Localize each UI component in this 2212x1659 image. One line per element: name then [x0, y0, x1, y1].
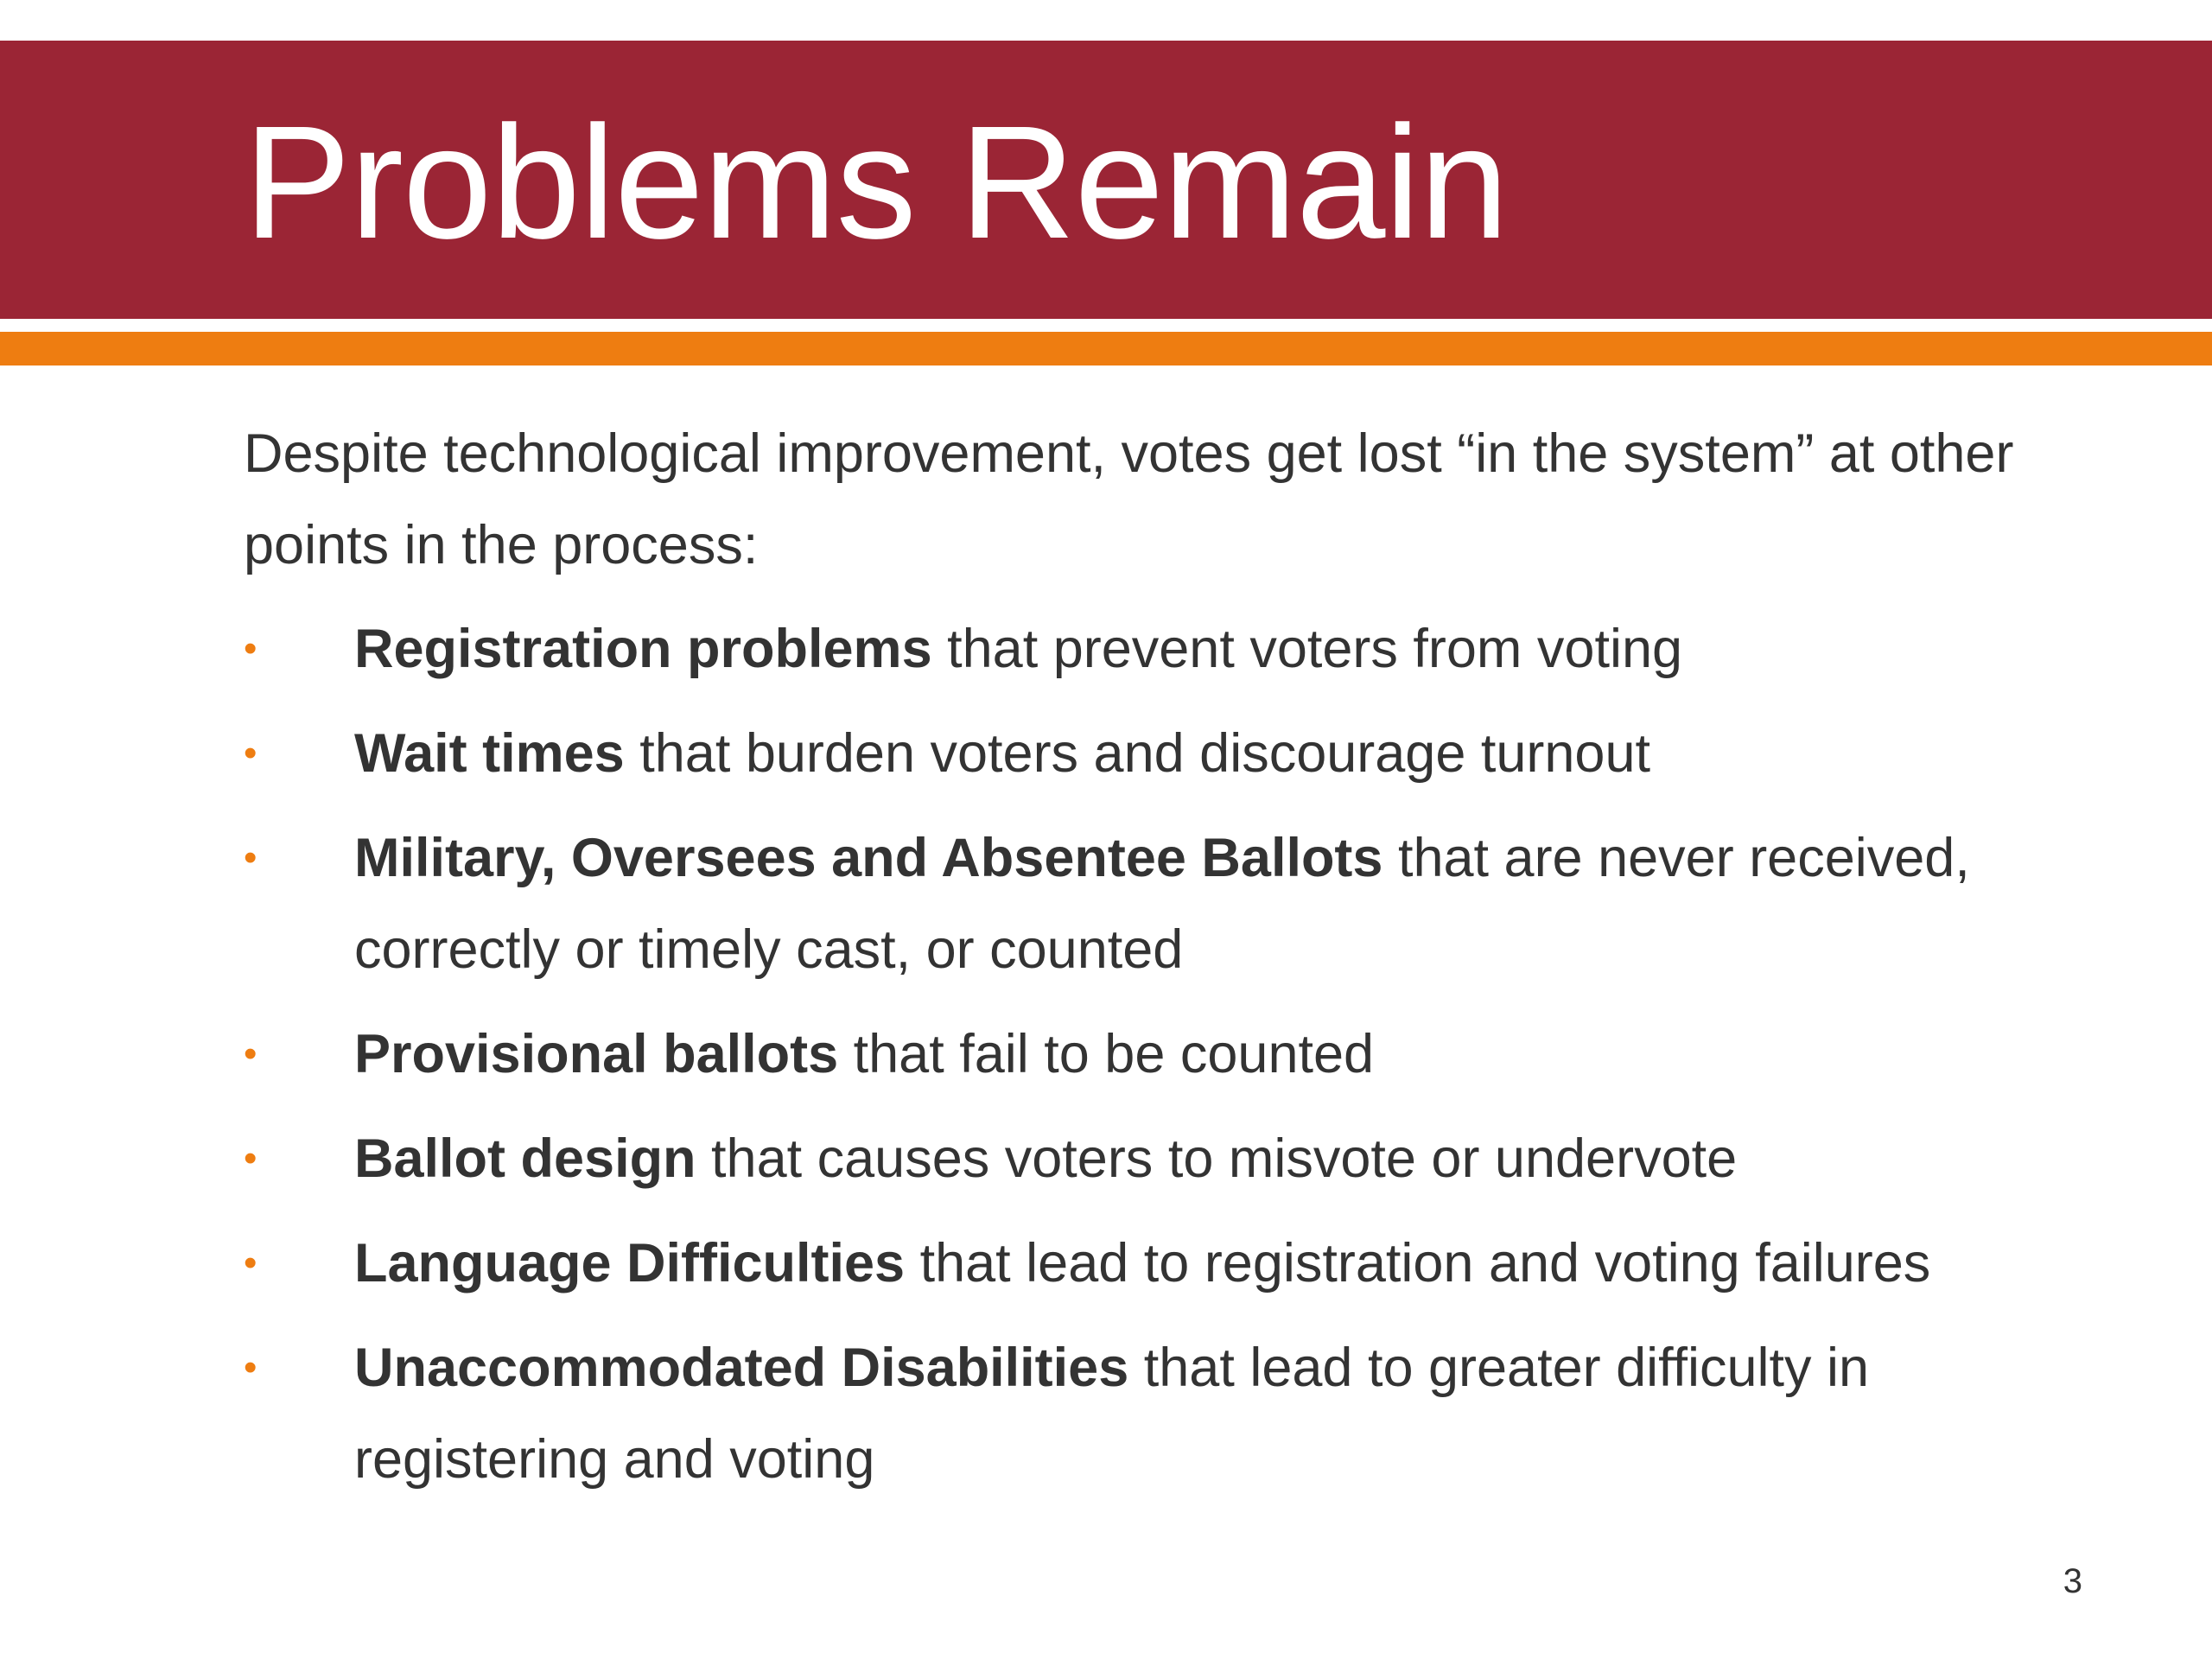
bullet-list	[244, 603, 2067, 1505]
bullet-heading: Registration problems	[354, 619, 932, 679]
page-number: 3	[2063, 1562, 2082, 1600]
bullet-item	[244, 1217, 2067, 1309]
accent-band	[0, 332, 2212, 365]
bullet-heading: Unaccommodated Disabilities	[354, 1338, 1129, 1398]
bullet-text: that fail to be counted	[838, 1024, 1375, 1084]
bullet-text: that lead to registration and voting failures	[905, 1233, 1931, 1294]
bullet-icon: •	[244, 1242, 257, 1284]
bullet-text: that burden voters and discourage turnout	[624, 723, 1651, 784]
bullet-icon: •	[244, 732, 257, 774]
bullet-heading: Military, Oversees and Absentee Ballots	[354, 828, 1383, 888]
bullet-heading: Ballot design	[354, 1128, 696, 1189]
bullet-item	[244, 1113, 2067, 1205]
bullet-item	[244, 708, 2067, 799]
bullet-icon: •	[244, 1137, 257, 1179]
bullet-heading: Wait times	[354, 723, 625, 784]
bullet-text: that lead to greater difficulty in registering and voting	[354, 1338, 1870, 1490]
slide-title: Problems Remain	[244, 93, 1509, 272]
bullet-icon: •	[244, 836, 257, 879]
slide-body	[244, 408, 2067, 1518]
bullet-item	[244, 603, 2067, 695]
bullet-icon: •	[244, 1033, 257, 1075]
intro-paragraph: Despite technological improvement, votes get lost “in the system” at other points in the process:	[244, 423, 2014, 575]
bullet-item	[244, 812, 2067, 995]
bullet-text: that are never received, correctly or timely cast, or counted	[354, 828, 1970, 980]
bullet-text: that causes voters to misvote or undervote	[696, 1128, 1738, 1189]
bullet-icon: •	[244, 1346, 257, 1389]
bullet-heading: Provisional ballots	[354, 1024, 839, 1084]
bullet-item	[244, 1322, 2067, 1505]
bullet-icon: •	[244, 627, 257, 670]
bullet-text: that prevent voters from voting	[931, 619, 1683, 679]
bullet-heading: Language Difficulties	[354, 1233, 906, 1294]
bullet-item	[244, 1008, 2067, 1100]
